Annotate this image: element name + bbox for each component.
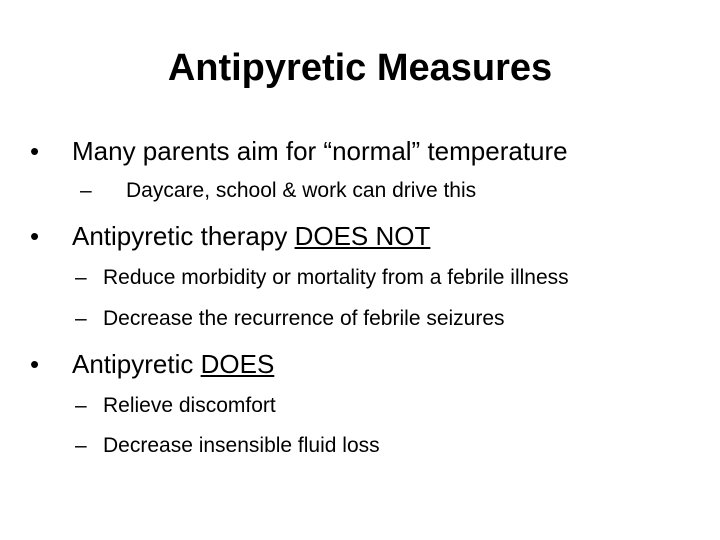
sub-bullet-text: Reduce morbidity or mortality from a febrile illness: [103, 266, 569, 289]
dash-marker: –: [80, 179, 92, 202]
sub-bullet-item: [80, 177, 680, 205]
dash-marker: –: [75, 266, 87, 289]
bullet-marker: •: [30, 221, 40, 251]
dash-marker: –: [75, 307, 87, 330]
bullet-text: Many parents aim for “normal” temperature: [72, 136, 568, 166]
bullet-text-underlined: DOES: [200, 349, 275, 379]
bullet-text: [72, 220, 430, 252]
bullet-item: [30, 220, 690, 252]
sub-bullet-item: [75, 305, 695, 333]
bullet-text-plain: Antipyretic: [72, 349, 201, 379]
sub-bullet-text: Decrease the recurrence of febrile seizures: [103, 307, 505, 330]
sub-bullet-item: [75, 264, 695, 292]
bullet-item: [30, 348, 690, 380]
bullet-text-underlined: DOES NOT: [294, 221, 431, 251]
sub-bullet-item: [75, 432, 695, 460]
sub-bullet-text: Daycare, school & work can drive this: [126, 179, 477, 202]
sub-bullet-text: Decrease insensible fluid loss: [103, 434, 380, 457]
dash-marker: –: [75, 434, 87, 457]
bullet-marker: •: [30, 349, 40, 379]
bullet-item: [30, 135, 690, 167]
bullet-text: [72, 348, 274, 380]
sub-bullet-text: Relieve discomfort: [103, 394, 276, 417]
bullet-marker: •: [30, 136, 40, 166]
sub-bullet-item: [75, 392, 695, 420]
slide-title: Antipyretic Measures: [167, 47, 553, 89]
dash-marker: –: [75, 394, 87, 417]
bullet-text-plain: Antipyretic therapy: [72, 221, 295, 251]
